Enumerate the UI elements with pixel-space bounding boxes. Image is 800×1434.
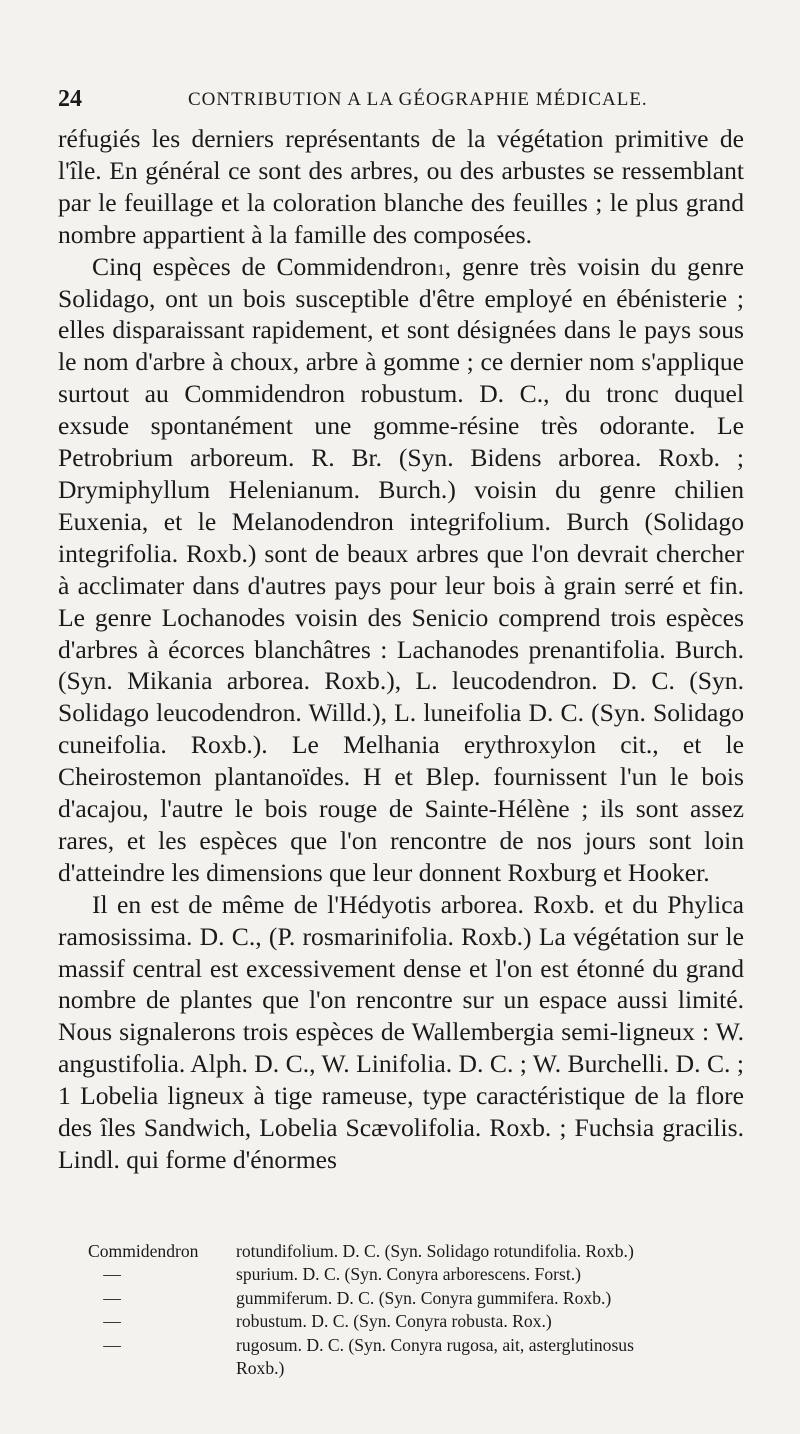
footnote-line bbox=[88, 1263, 744, 1286]
ditto-dash: — bbox=[103, 1287, 121, 1308]
paragraph-1: réfugiés les derniers représentants de la végétation primitive de l'île. En général ce sont des arbres, ou des arbustes se ressemblant par le feuillage et la coloration blanche des feuilles ; le plus grand nombre appartient à la famille des composées. bbox=[58, 124, 744, 249]
footnotes bbox=[88, 1240, 744, 1380]
running-title: CONTRIBUTION A LA GÉOGRAPHIE MÉDICALE. bbox=[188, 89, 648, 110]
footnote-text: spurium. D. C. (Syn. Conyra arborescens. Forst.) bbox=[236, 1264, 581, 1285]
body-text bbox=[58, 123, 744, 1176]
paragraph-3: Il en est de même de l'Hédyotis arborea. Roxb. et du Phylica ramosissima. D. C., (P. rosmarinifolia. Roxb.) La végétation sur le massif central est excessivement dense et l'on est étonné du grand nombre de plantes que l'on rencontre sur un espace aussi limité. Nous signalerons trois espèces de Wallembergia semi-ligneux : W. angustifolia. Alph. D. C., W. Linifolia. D. C. ; W. Burchelli. D. C. ; 1 Lobelia ligneux à tige rameuse, type caractéristique de la flore des îles Sandwich, Lobelia Scævolifolia. Roxb. ; Fuchsia gracilis. Lindl. qui forme d'énormes bbox=[58, 889, 744, 1174]
footnote-text: robustum. D. C. (Syn. Conyra robusta. Rox.) bbox=[236, 1311, 552, 1332]
ditto-dash: — bbox=[103, 1334, 121, 1355]
footnote-marker: 1 bbox=[437, 261, 445, 279]
footnote-text: gummiferum. D. C. (Syn. Conyra gummifera. Roxb.) bbox=[236, 1287, 612, 1308]
footnote-line bbox=[88, 1310, 744, 1333]
footnote-line bbox=[88, 1240, 744, 1263]
footnote-line bbox=[88, 1287, 744, 1310]
paragraph-2 bbox=[58, 251, 744, 889]
running-head bbox=[58, 86, 744, 112]
ditto-dash: — bbox=[103, 1311, 121, 1332]
ditto-dash: — bbox=[103, 1264, 121, 1285]
footnote-continuation: Roxb.) bbox=[236, 1358, 285, 1379]
footnote-text: rotundifolium. D. C. (Syn. Solidago rotundifolia. Roxb.) bbox=[236, 1241, 634, 1261]
footnote-text: rugosum. D. C. (Syn. Conyra rugosa, ait, asterglutinosus bbox=[236, 1334, 634, 1355]
paragraph-2-start: Cinq espèces de Commidendron bbox=[92, 251, 438, 281]
paragraph-2-rest: , genre très voisin du genre Solidago, ont un bois susceptible d'être employé en ébénisterie ; elles disparaissant rapidement, et sont désignées dans le pays sous le nom d'arbre à choux, arbre à gomme ; ce dernier nom s'applique surtout au Commidendron robustum. D. C., du tronc duquel exsude spontanément une gomme-résine très odorante. Le Petrobrium arboreum. R. Br. (Syn. Bidens arborea. Roxb. ; Drymiphyllum Helenianum. Burch.) voisin du genre chilien Euxenia, et le Melanodendron integrifolium. Burch (Solidago integrifolia. Roxb.) sont de beaux arbres que l'on devrait chercher à acclimater dans d'autres pays pour leur bois à grain serré et fin. Le genre Lochanodes voisin des Senicio comprend trois espèces d'arbres à écorces blanchâtres : Lachanodes prenantifolia. Burch. (Syn. Mikania arborea. Roxb.), L. leucodendron. D. C. (Syn. Solidago leucodendron. Willd.), L. luneifolia D. C. (Syn. Solidago cuneifolia. Roxb.). Le Melhania erythroxylon cit., et le Cheirostemon plantanoïdes. H et Blep. fournissent l'un le bois d'acajou, l'autre le bois rouge de Sainte-Hélène ; ils sont assez rares, et les espèces que l'on rencontre de nos jours sont loin d'atteindre les dimensions que leur donnent Roxburg et Hooker. bbox=[58, 251, 744, 887]
footnote-head: Commidendron bbox=[88, 1241, 199, 1261]
footnote-line bbox=[88, 1334, 744, 1357]
page-number: 24 bbox=[58, 86, 82, 112]
